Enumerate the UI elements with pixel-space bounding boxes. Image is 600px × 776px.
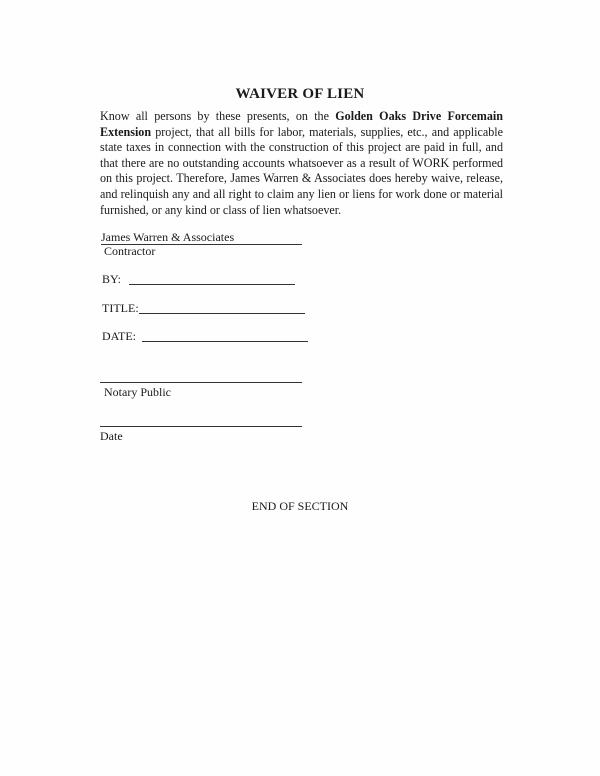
by-signature-line[interactable] xyxy=(129,283,295,285)
date-signature-line[interactable] xyxy=(142,340,308,342)
date-field[interactable] xyxy=(102,328,308,344)
contractor-label: Contractor xyxy=(104,244,156,258)
title-field[interactable] xyxy=(102,300,305,316)
title-signature-line[interactable] xyxy=(139,312,305,314)
waiver-paragraph xyxy=(100,109,503,218)
notary-date-label: Date xyxy=(100,429,123,443)
notary-public-label: Notary Public xyxy=(104,385,171,399)
by-label: BY: xyxy=(102,272,121,286)
paragraph-rest: project, that all bills for labor, materials, supplies, etc., and applicable state taxes in connection with the construction of this project are paid in full, and that there are no outstanding accounts whatsoever as a result of WORK performed on this project. Therefore, James Warren & Associates does hereby waive, release, and relinquish any and all right to claim any lien or liens for work done or material furnished, or any kind or class of lien whatsoever. xyxy=(100,124,503,217)
by-field[interactable] xyxy=(102,271,295,287)
notary-signature-line[interactable] xyxy=(100,382,302,383)
notary-date-line[interactable] xyxy=(100,426,302,427)
contractor-name: James Warren & Associates xyxy=(101,230,302,245)
end-of-section: END OF SECTION xyxy=(251,499,349,513)
project-name: Golden Oaks Drive Forcemain Extension xyxy=(100,109,503,139)
title-label: TITLE: xyxy=(102,301,139,315)
document-title: WAIVER OF LIEN xyxy=(235,86,365,102)
date-label: DATE: xyxy=(102,329,136,343)
paragraph-intro: Know all persons by these presents, on the xyxy=(100,109,336,123)
